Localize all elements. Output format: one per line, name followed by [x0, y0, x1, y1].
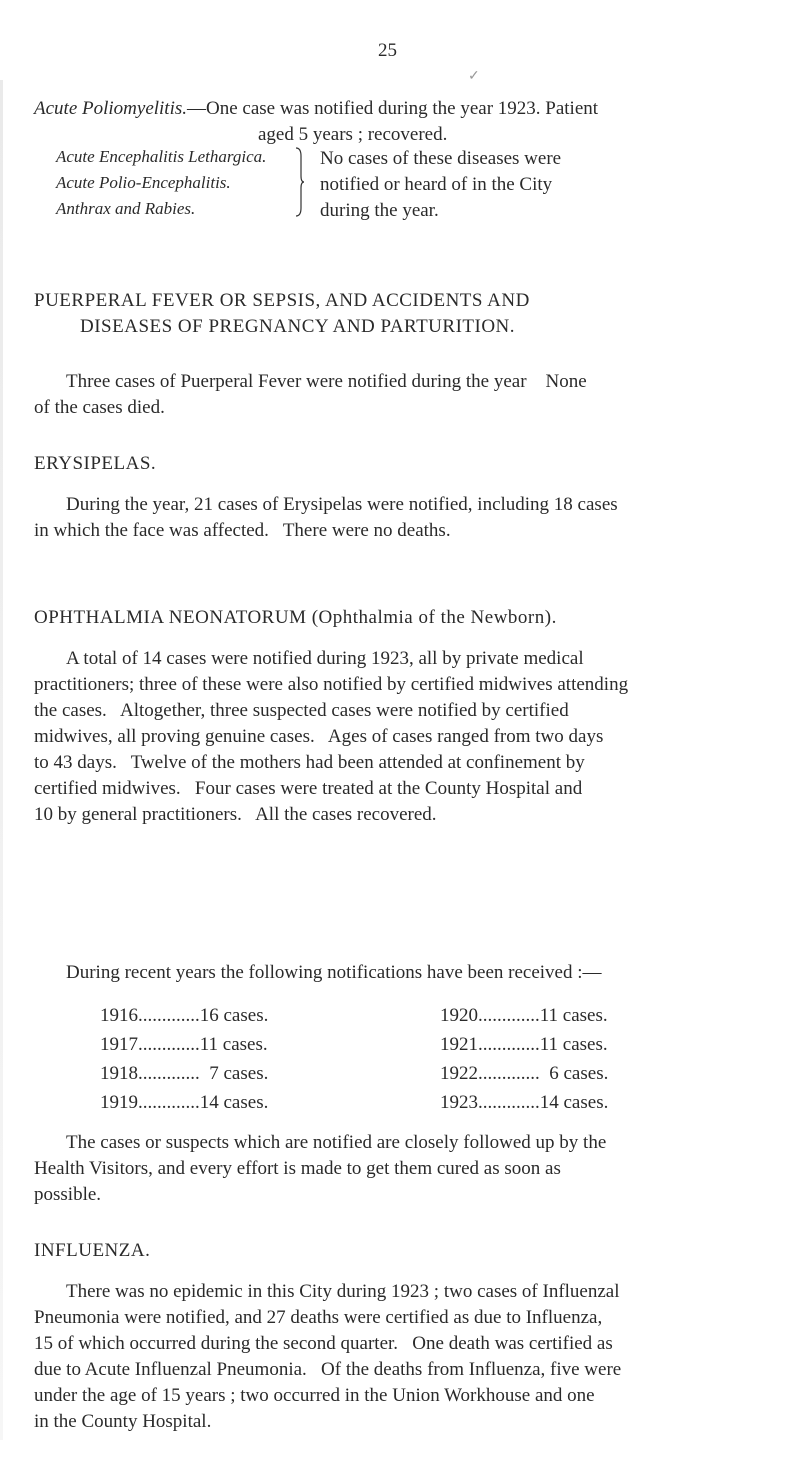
influenza-text-line: Pneumonia were notified, and 27 deaths were certified as due to Influenza, — [34, 1307, 603, 1328]
ophthalmia-text-line: the cases. Altogether, three suspected cases were notified by certified — [34, 700, 569, 721]
table-cell: 1919.............14 cases. — [100, 1092, 269, 1113]
influenza-text-line: under the age of 15 years ; two occurred in the Union Workhouse and one — [34, 1385, 595, 1406]
puerperal-text-line2: of the cases died. — [34, 397, 165, 418]
table-cell: 1920.............11 cases. — [440, 1005, 608, 1026]
erysipelas-text-line1: During the year, 21 cases of Erysipelas were notified, including 18 cases — [66, 494, 618, 515]
right-brace-icon — [295, 146, 305, 218]
erysipelas-text-line2: in which the face was affected. There were no deaths. — [34, 520, 451, 541]
bracketed-note: No cases of these diseases were notified or heard of in the City during the year. — [320, 148, 562, 221]
page-number: 25 — [378, 40, 397, 61]
influenza-text-line: 15 of which occurred during the second quarter. One death was certified as — [34, 1333, 613, 1354]
table-cell: 1923.............14 cases. — [440, 1092, 609, 1113]
puerperal-text-line1: Three cases of Puerperal Fever were notified during the year None — [66, 371, 587, 392]
table-cell: 1921.............11 cases. — [440, 1034, 608, 1055]
puerperal-heading-line2: DISEASES OF PREGNANCY AND PARTURITION. — [80, 316, 516, 337]
influenza-text-line: There was no epidemic in this City during 1923 ; two cases of Influenzal — [66, 1281, 620, 1302]
ophthalmia-text-line: 10 by general practitioners. All the cases recovered. — [34, 804, 437, 825]
ophthalmia-text-line: practitioners; three of these were also notified by certified midwives attending — [34, 674, 629, 695]
influenza-text-line: in the County Hospital. — [34, 1411, 212, 1432]
table-row — [100, 1030, 720, 1059]
table-cell: 1917.............11 cases. — [100, 1034, 268, 1055]
acute-polio-text: —One case was notified during the year 1923. Patient — [187, 98, 599, 119]
followup-text-line: possible. — [34, 1184, 102, 1205]
ophthalmia-text-line: A total of 14 cases were notified during 1923, all by private medical — [66, 648, 584, 669]
page-edge-shadow — [0, 80, 3, 1440]
ophthalmia-heading: OPHTHALMIA NEONATORUM (Ophthalmia of the Newborn). — [34, 607, 557, 628]
acute-polio-title: Acute Poliomyelitis. — [34, 98, 188, 119]
table-row — [100, 1001, 720, 1030]
bracketed-item: Acute Encephalitis Lethargica. — [56, 147, 267, 166]
puerperal-heading-line1: PUERPERAL FEVER OR SEPSIS, AND ACCIDENTS AND — [34, 290, 530, 311]
influenza-heading: INFLUENZA. — [34, 1240, 151, 1261]
table-cell: 1916.............16 cases. — [100, 1005, 269, 1026]
table-row — [100, 1088, 720, 1117]
acute-polio-line2: aged 5 years ; recovered. — [258, 124, 448, 145]
table-cell: 1922............. 6 cases. — [440, 1063, 609, 1084]
ophthalmia-text-line: midwives, all proving genuine cases. Ages of cases ranged from two days — [34, 726, 604, 747]
notifications-table — [100, 1001, 720, 1117]
ophthalmia-text-line: certified midwives. Four cases were treated at the County Hospital and — [34, 778, 583, 799]
bracketed-disease-list — [56, 144, 296, 222]
table-cell: 1918............. 7 cases. — [100, 1063, 269, 1084]
followup-text-line: The cases or suspects which are notified are closely followed up by the — [66, 1132, 607, 1153]
bracketed-item: Acute Polio-Encephalitis. — [56, 173, 231, 192]
acute-polio-line1 — [34, 96, 774, 122]
ophthalmia-text-line: to 43 days. Twelve of the mothers had been attended at confinement by — [34, 752, 585, 773]
check-mark-icon: ✓ — [468, 69, 480, 84]
erysipelas-heading: ERYSIPELAS. — [34, 453, 157, 474]
bracketed-item: Anthrax and Rabies. — [56, 199, 196, 218]
table-row — [100, 1059, 720, 1088]
influenza-text-line: due to Acute Influenzal Pneumonia. Of the deaths from Influenza, five were — [34, 1359, 622, 1380]
notifications-intro: During recent years the following notifications have been received :— — [66, 962, 602, 983]
followup-text-line: Health Visitors, and every effort is made to get them cured as soon as — [34, 1158, 561, 1179]
